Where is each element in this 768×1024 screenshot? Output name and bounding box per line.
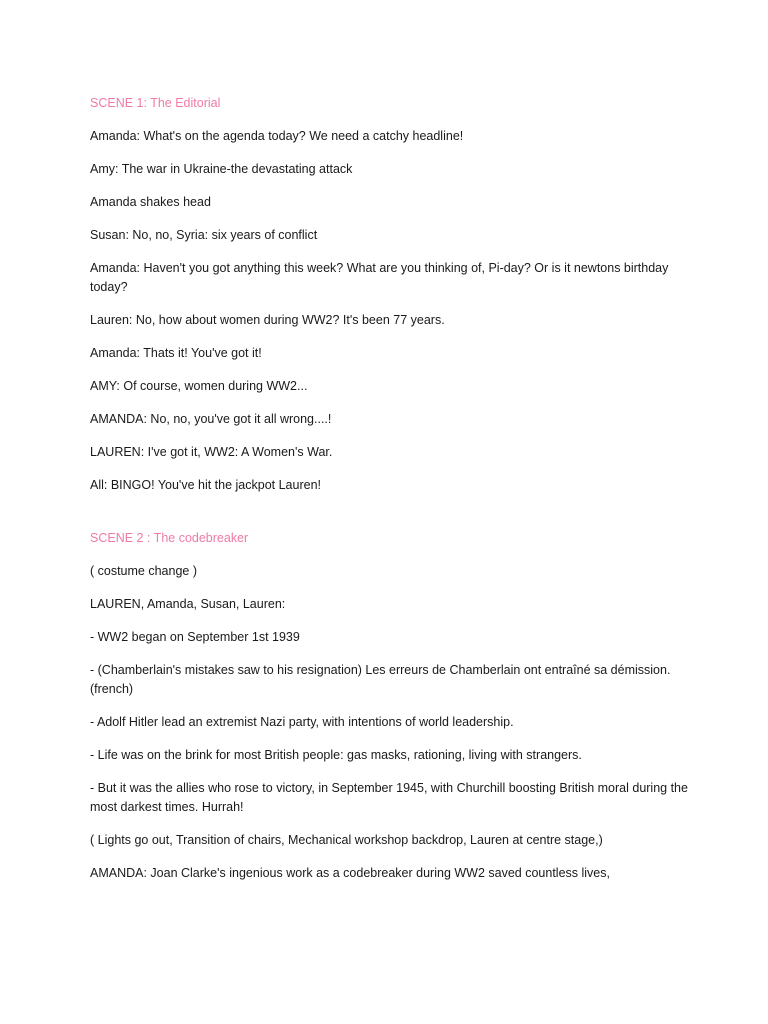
scene-2-line: AMANDA: Joan Clarke's ingenious work as a codebreaker during WW2 saved countless lives, (90, 866, 610, 880)
scene-1-line: Amanda: Haven't you got anything this week? What are you thinking of, Pi-day? Or is it newtons birthday today? (90, 261, 669, 294)
scene-1-line: Susan: No, no, Syria: six years of conflict (90, 228, 318, 242)
scene-2-line: - WW2 began on September 1st 1939 (90, 630, 300, 644)
scene-1-heading: SCENE 1: The Editorial (90, 96, 221, 110)
scene-1-line: Amanda shakes head (90, 195, 211, 209)
scene-1-line: Amanda: Thats it! You've got it! (90, 346, 262, 360)
scene-1-line: Lauren: No, how about women during WW2? It's been 77 years. (90, 313, 445, 327)
scene-2-line: ( Lights go out, Transition of chairs, Mechanical workshop backdrop, Lauren at centre stage,) (90, 833, 603, 847)
scene-1-line: AMY: Of course, women during WW2... (90, 379, 308, 393)
scene-2-heading: SCENE 2 : The codebreaker (90, 531, 249, 545)
scene-2-line: - Life was on the brink for most British people: gas masks, rationing, living with strangers. (90, 748, 582, 762)
scene-2-line: - But it was the allies who rose to victory, in September 1945, with Churchill boosting British moral during the most darkest times. Hurrah! (90, 781, 688, 814)
scene-2-line: - Adolf Hitler lead an extremist Nazi party, with intentions of world leadership. (90, 715, 514, 729)
scene-2-line: ( costume change ) (90, 564, 197, 578)
scene-2-line: LAUREN, Amanda, Susan, Lauren: (90, 597, 286, 611)
scene-1-line: Amy: The war in Ukraine-the devastating attack (90, 162, 353, 176)
scene-spacer (90, 509, 690, 529)
scene-1-line: Amanda: What's on the agenda today? We need a catchy headline! (90, 129, 464, 143)
scene-1-line: LAUREN: I've got it, WW2: A Women's War. (90, 445, 333, 459)
script-document (90, 94, 690, 897)
scene-2-line: - (Chamberlain's mistakes saw to his resignation) Les erreurs de Chamberlain ont entraîné sa démission. (french) (90, 663, 671, 696)
scene-1-line: AMANDA: No, no, you've got it all wrong....! (90, 412, 332, 426)
scene-1-line: All: BINGO! You've hit the jackpot Lauren! (90, 478, 321, 492)
